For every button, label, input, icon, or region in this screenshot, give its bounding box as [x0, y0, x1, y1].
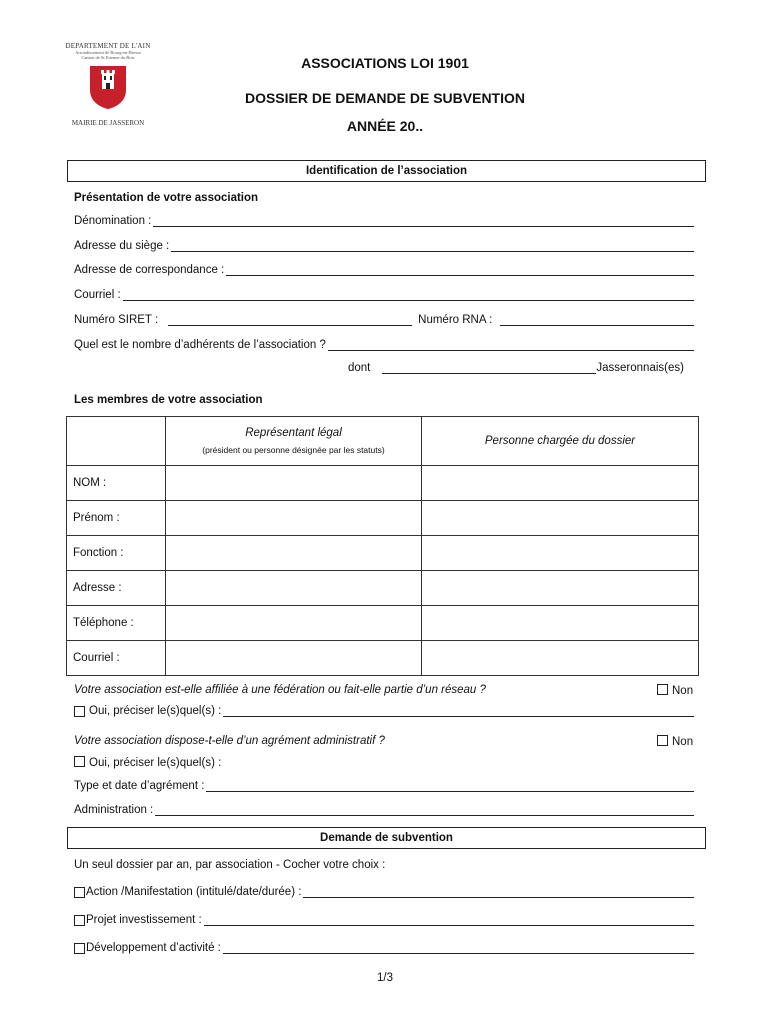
members-title: Les membres de votre association: [74, 394, 263, 406]
adherents-blank[interactable]: [328, 339, 694, 351]
jasseronnais-label: Jasseronnais(es): [596, 362, 684, 374]
adresse-siege-blank[interactable]: [171, 240, 694, 252]
table-row: [67, 571, 699, 606]
row-label-adresse: Adresse :: [67, 571, 166, 606]
checkbox-icon[interactable]: [74, 915, 85, 926]
cell-representant-courriel[interactable]: [166, 641, 422, 676]
representant-label: Représentant légal: [245, 427, 342, 439]
logo-canton: Canton de St Etienne du Bois: [81, 55, 135, 60]
checkbox-icon[interactable]: [657, 735, 668, 746]
cell-representant-adresse[interactable]: [166, 571, 422, 606]
header-empty-cell: [67, 417, 166, 466]
adherents-label: Quel est le nombre d’adhérents de l’association ?: [74, 339, 326, 351]
row-label-nom: NOM :: [67, 466, 166, 501]
row-label-fonction: Fonction :: [67, 536, 166, 571]
adresse-siege-label: Adresse du siège :: [74, 240, 170, 252]
adherents-field[interactable]: [74, 339, 694, 351]
cell-personne-adresse[interactable]: [422, 571, 699, 606]
developpement-label: Développement d’activité :: [86, 942, 221, 954]
jasseronnais-field[interactable]: [348, 362, 696, 374]
members-table-header: [67, 417, 699, 466]
adresse-siege-field[interactable]: [74, 240, 694, 252]
page-number: 1/3: [377, 972, 393, 984]
non-label: Non: [672, 685, 694, 697]
type-date-field[interactable]: [74, 780, 694, 792]
administration-blank[interactable]: [155, 804, 694, 816]
identification-heading: Identification de l’association: [67, 160, 706, 182]
table-row: [67, 606, 699, 641]
siret-rna-fields: [74, 314, 694, 326]
checkbox-icon[interactable]: [74, 706, 85, 717]
adresse-correspondance-blank[interactable]: [226, 264, 694, 276]
oui-preciser-label: Oui, préciser le(s)quel(s) :: [89, 705, 222, 717]
title-associations: ASSOCIATIONS LOI 1901: [301, 55, 469, 71]
agrement-non-option[interactable]: [657, 735, 693, 748]
cell-representant-nom[interactable]: [166, 466, 422, 501]
cell-personne-fonction[interactable]: [422, 536, 699, 571]
federation-question: Votre association est-elle affiliée à une fédération ou fait-elle partie d’un réseau ?: [74, 684, 486, 696]
cell-representant-fonction[interactable]: [166, 536, 422, 571]
denomination-field[interactable]: [74, 215, 694, 227]
cell-personne-courriel[interactable]: [422, 641, 699, 676]
option-action[interactable]: [74, 886, 694, 898]
checkbox-icon[interactable]: [74, 887, 85, 898]
action-blank[interactable]: [303, 886, 694, 898]
row-label-courriel: Courriel :: [67, 641, 166, 676]
courriel-blank[interactable]: [123, 289, 694, 301]
projet-label: Projet investissement :: [86, 914, 202, 926]
checkbox-icon[interactable]: [657, 684, 668, 695]
courriel-label: Courriel :: [74, 289, 121, 301]
rna-label: Numéro RNA :: [418, 314, 493, 326]
rna-blank[interactable]: [500, 314, 694, 326]
logo-mairie: MAIRIE DE JASSERON: [71, 119, 145, 127]
header-personne-chargee: Personne chargée du dossier: [422, 417, 699, 466]
table-row: [67, 466, 699, 501]
logo-departement: DEPARTEMENT DE L'AIN: [65, 42, 151, 50]
courriel-field[interactable]: [74, 289, 694, 301]
action-label: Action /Manifestation (intitulé/date/durée) :: [86, 886, 302, 898]
row-label-prenom: Prénom :: [67, 501, 166, 536]
title-annee: ANNÉE 20..: [346, 118, 424, 134]
row-label-telephone: Téléphone :: [67, 606, 166, 641]
cell-personne-nom[interactable]: [422, 466, 699, 501]
checkbox-icon[interactable]: [74, 943, 85, 954]
demande-heading: Demande de subvention: [67, 827, 706, 849]
cell-representant-telephone[interactable]: [166, 606, 422, 641]
siret-blank[interactable]: [168, 314, 412, 326]
non-label: Non: [672, 736, 694, 748]
representant-sublabel: (président ou personne désignée par les statuts): [202, 445, 385, 455]
administration-field[interactable]: [74, 804, 694, 816]
denomination-label: Dénomination :: [74, 215, 152, 227]
table-row: [67, 501, 699, 536]
agrement-question: Votre association dispose-t-elle d’un agrément administratif ?: [74, 735, 385, 747]
developpement-blank[interactable]: [223, 942, 694, 954]
agrement-oui-field[interactable]: [74, 756, 221, 769]
oui-preciser-label: Oui, préciser le(s)quel(s) :: [89, 757, 222, 769]
adresse-correspondance-field[interactable]: [74, 264, 694, 276]
logo-arrondissement: Arrondissement de Bourg-en-Bresse: [75, 50, 141, 55]
demande-intro: Un seul dossier par an, par association - Cocher votre choix :: [74, 859, 386, 871]
type-date-blank[interactable]: [206, 780, 694, 792]
cell-representant-prenom[interactable]: [166, 501, 422, 536]
table-row: [67, 536, 699, 571]
type-date-label: Type et date d’agrément :: [74, 780, 205, 792]
federation-oui-blank[interactable]: [223, 705, 694, 717]
administration-label: Administration :: [74, 804, 154, 816]
cell-personne-prenom[interactable]: [422, 501, 699, 536]
members-table: [66, 416, 699, 676]
federation-non-option[interactable]: [657, 684, 693, 697]
header-representant: [166, 417, 422, 466]
checkbox-icon[interactable]: [74, 756, 85, 767]
federation-oui-field[interactable]: [74, 705, 694, 717]
dont-label: dont: [348, 362, 371, 374]
title-dossier: DOSSIER DE DEMANDE DE SUBVENTION: [244, 90, 526, 106]
option-projet[interactable]: [74, 914, 694, 926]
option-developpement[interactable]: [74, 942, 694, 954]
jasseronnais-blank[interactable]: [382, 362, 596, 374]
projet-blank[interactable]: [204, 914, 694, 926]
cell-personne-telephone[interactable]: [422, 606, 699, 641]
adresse-correspondance-label: Adresse de correspondance :: [74, 264, 225, 276]
table-row: [67, 641, 699, 676]
denomination-blank[interactable]: [153, 215, 694, 227]
siret-label: Numéro SIRET :: [74, 314, 159, 326]
presentation-title: Présentation de votre association: [74, 192, 259, 204]
